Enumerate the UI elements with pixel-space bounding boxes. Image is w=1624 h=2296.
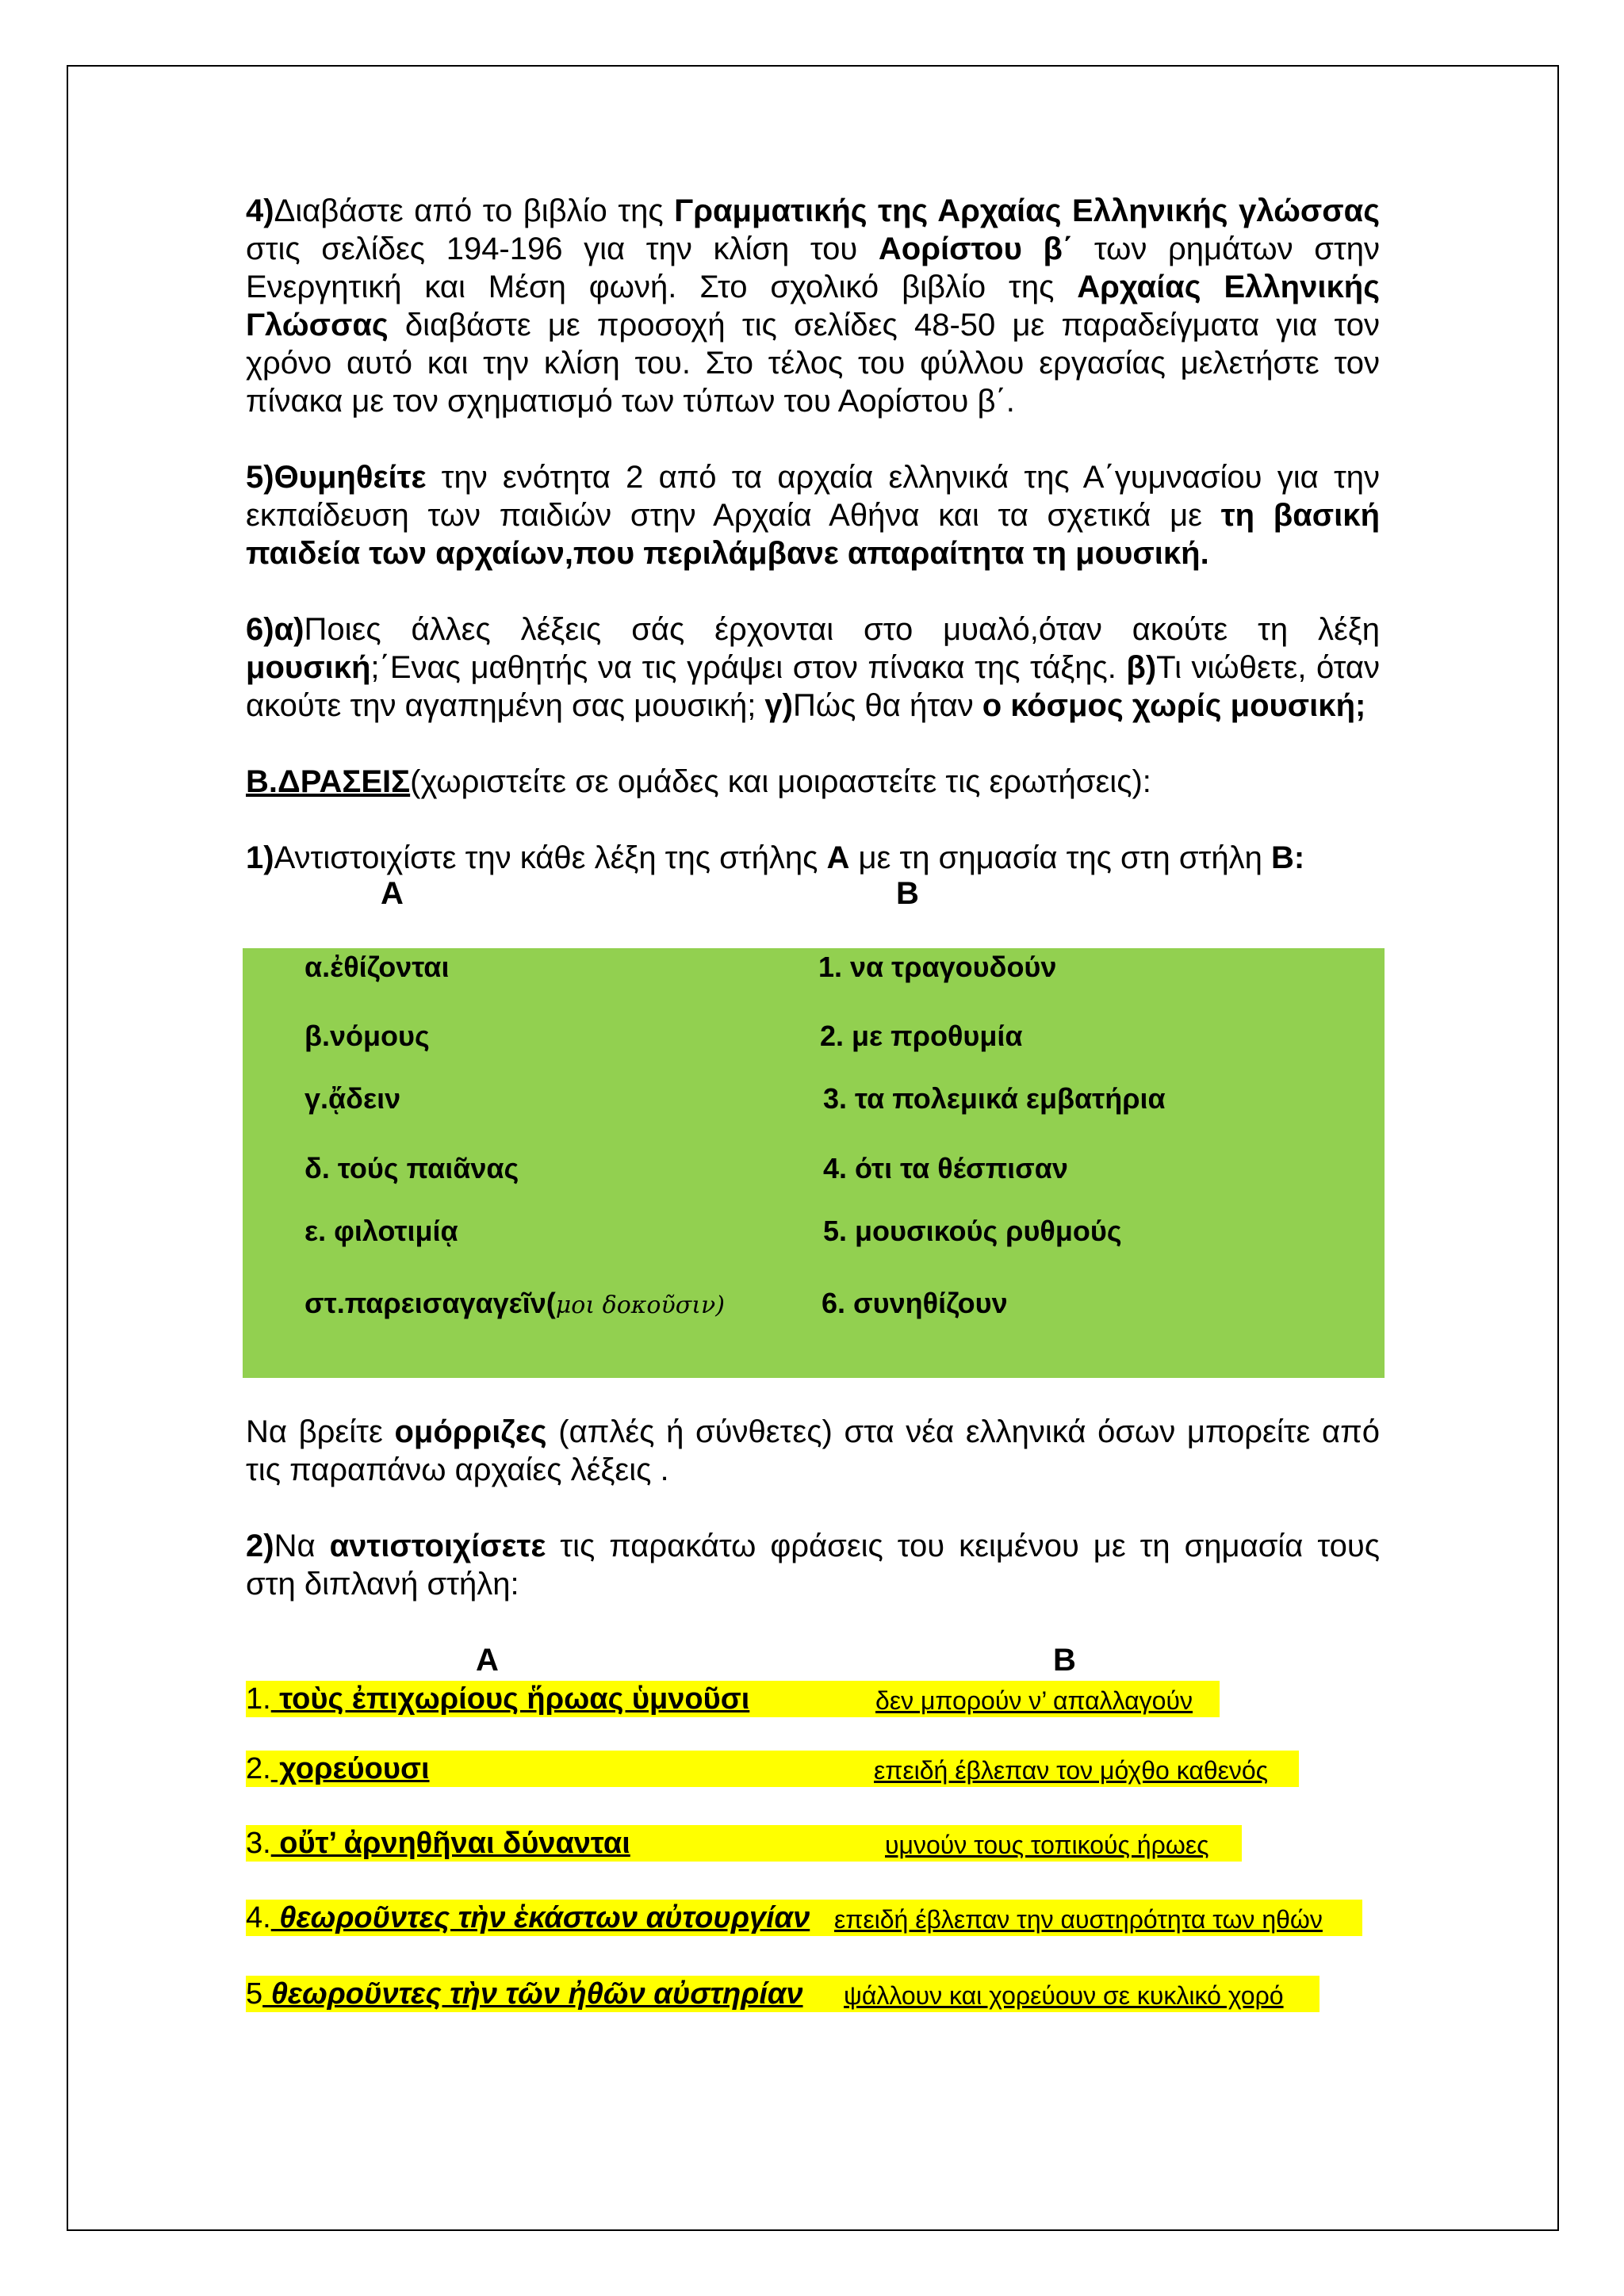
ex1-col-b-ref: Β: — [1270, 840, 1305, 875]
match2-phrase: 3. οὔτ’ ἀρνηθῆναι δύνανται — [246, 1827, 630, 1860]
ex1-header-a: Α — [381, 876, 404, 911]
q6-text-4: Πώς θα ήταν — [793, 688, 982, 723]
exercise-2-instruction — [246, 1527, 1380, 1603]
ex1-col-a-ref: Α — [826, 840, 850, 875]
ex1-text-1: Αντιστοιχίστε την κάθε λέξη της στήλης — [274, 840, 827, 875]
match1-left-item: ε. φιλοτιμίᾳ — [304, 1215, 458, 1247]
roots-instruction — [246, 1413, 1380, 1489]
match1-right-item: 3. τα πολεμικά εμβατήρια — [823, 1082, 1166, 1115]
roots-text-2: (απλές ή σύνθετες) στα νέα ελληνικά όσων μπορείτε από τις παραπάνω αρχαίες λέξεις . — [246, 1414, 1380, 1487]
match1-right-item: 4. ότι τα θέσπισαν — [823, 1152, 1068, 1184]
q6-text-1: Ποιες άλλες λέξεις σάς έρχονται στο μυαλό,όταν ακούτε τη λέξη — [304, 612, 1380, 647]
q4-text-3: των ρημάτων στην Ενεργητική και Μέση φωνή. Στο σχολικό βιβλίο της — [246, 232, 1380, 304]
drasis-title: Β.ΔΡΑΣΕΙΣ — [246, 764, 411, 799]
section-heading-drasis — [246, 763, 1380, 801]
ex1-number: 1) — [246, 840, 274, 875]
q6-bold-3: β) — [1126, 650, 1157, 685]
match1-left-item: α.ἐθίζονται — [304, 951, 450, 983]
match1-left-item: δ. τούς παιᾶνας — [304, 1152, 519, 1184]
question-4 — [246, 192, 1380, 420]
match2-meaning: επειδή έβλεπαν τον μόχθο καθενός — [874, 1756, 1269, 1785]
roots-text-1: Να βρείτε — [246, 1414, 395, 1449]
match2-meaning: επειδή έβλεπαν την αυστηρότητα των ηθών — [834, 1905, 1323, 1934]
question-6 — [246, 610, 1380, 725]
match1-right-item: 5. μουσικούς ρυθμούς — [823, 1215, 1122, 1247]
q6-bold-2: μουσική — [246, 650, 371, 685]
match1-left-item: γ.ᾄδειν — [304, 1082, 401, 1115]
ex1-header-b: Β — [896, 876, 919, 911]
q4-bold-1: Γραμματικής της Αρχαίας Ελληνικής γλώσσας — [674, 193, 1380, 228]
match1-right-item: 1. να τραγουδούν — [818, 951, 1057, 983]
match2-row — [246, 1976, 1320, 2012]
ex1-text-2: με τη σημασία της στη στήλη — [849, 840, 1271, 875]
q4-number: 4) — [246, 193, 274, 228]
q5-bold-2: τη βασική παιδεία των αρχαίων,που περιλάμβανε απαραίτητα τη μουσική. — [246, 498, 1381, 571]
match1-left-word: στ.παρεισαγαγεῖν( — [304, 1287, 556, 1319]
exercise-1-instruction — [246, 839, 1380, 877]
match1-left-item: β.νόμους — [304, 1020, 430, 1052]
match2-phrase: 2. χορεύουσι — [246, 1752, 430, 1785]
match1-right-item: 6. συνηθίζουν — [822, 1287, 1008, 1319]
question-5 — [246, 458, 1380, 572]
match2-phrase: 5 θεωροῦντες τὴν τῶν ἠθῶν αὐστηρίαν — [246, 1977, 803, 2011]
q4-bold-3: Αρχαίας Ελληνικής Γλώσσας — [246, 270, 1380, 342]
ex2-header-b: Β — [1053, 1643, 1076, 1678]
worksheet-body-2 — [246, 1413, 1380, 1603]
ex2-number: 2) — [246, 1529, 274, 1563]
match2-phrase: 4. θεωροῦντες τὴν ἑκάστων αὐτουργίαν — [246, 1901, 810, 1934]
worksheet-body — [246, 192, 1380, 910]
match2-meaning: ψάλλουν και χορεύουν σε κυκλικό χορό — [844, 1981, 1284, 2010]
match2-row — [246, 1751, 1299, 1787]
match1-right-item: 2. με προθυμία — [820, 1020, 1023, 1052]
q6-bold-5: ο κόσμος χωρίς μουσική; — [982, 688, 1366, 723]
q4-text-2: στις σελίδες 194-196 για την κλίση του — [246, 232, 879, 266]
q5-bold-1: 5)Θυμηθείτε — [246, 460, 427, 495]
q6-bold-1: 6)α) — [246, 612, 304, 647]
match2-phrase: 1. τοὺς ἐπιχωρίους ἥρωας ὑμνοῦσι — [246, 1682, 750, 1716]
ex1-column-headers — [246, 877, 1380, 910]
roots-bold: ομόρριζες — [394, 1414, 547, 1449]
q4-text-4: διαβάστε με προσοχή τις σελίδες 48-50 με παραδείγματα για τον χρόνο αυτό και την κλίση του. Στο τέλος του φύλλου εργασίας μελετήστε τον πίνακα με τον σχηματισμό των τύπων του Αορίστου β΄. — [246, 308, 1380, 419]
q4-bold-2: Αορίστου β΄ — [878, 232, 1074, 266]
match2-meaning: δεν μπορούν ν’ απαλλαγούν — [875, 1686, 1193, 1715]
ex2-text-1: Να — [274, 1529, 330, 1563]
q6-text-2: ;΄Ενας μαθητής να τις γράψει στον πίνακα της τάξης. — [370, 650, 1127, 685]
match2-row — [246, 1900, 1362, 1936]
match1-left-item-6 — [304, 1288, 725, 1322]
q4-text-1: Διαβάστε από το βιβλίο της — [274, 193, 675, 228]
ex2-text-2: τις παρακάτω φράσεις του κειμένου με τη σημασία τους στη διπλανή στήλη: — [246, 1529, 1381, 1601]
match1-left-note: μοι δοκοῦσιν) — [555, 1292, 725, 1319]
ex2-bold: αντιστοιχίσετε — [329, 1529, 546, 1563]
match2-row — [246, 1825, 1242, 1862]
ex2-header-a: Α — [476, 1643, 499, 1678]
q6-text-3: Τι νιώθετε, όταν ακούτε την αγαπημένη σας μουσική; — [246, 650, 1381, 723]
match2-meaning: υμνούν τους τοπικούς ήρωες — [885, 1831, 1209, 1859]
q6-bold-4: γ) — [764, 688, 793, 723]
q5-text-1: την ενότητα 2 από τα αρχαία ελληνικά της Α΄γυμνασίου για την εκπαίδευση των παιδιών στην Αρχαία Αθήνα και τα σχετικά με — [246, 460, 1380, 533]
drasis-subtitle: (χωριστείτε σε ομάδες και μοιραστείτε τις ερωτήσεις): — [410, 764, 1151, 799]
match2-row — [246, 1681, 1220, 1717]
